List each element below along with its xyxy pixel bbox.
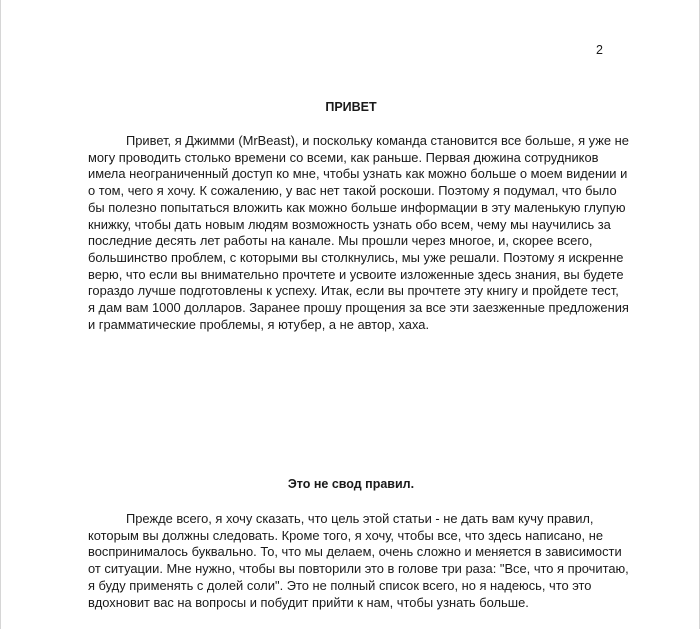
- paragraph-line: которым вы должны следовать. Кроме того, я хочу, чтобы все, что здесь написано, не: [88, 527, 603, 543]
- paragraph-line: могу проводить столько времени со всеми, как раньше. Первая дюжина сотрудников: [88, 149, 599, 165]
- paragraph-line: я дам вам 1000 долларов. Заранее прошу прощения за все эти заезженные предложения: [88, 300, 629, 316]
- rules-paragraph: [88, 511, 629, 611]
- paragraph-line: от ситуации. Мне нужно, чтобы вы повторили это в голове три раза: "Все, что я прочитаю,: [88, 561, 629, 577]
- paragraph-line: последние десять лет работы на канале. Мы прошли через многое, и, скорее всего,: [88, 233, 593, 249]
- intro-paragraph: [88, 133, 629, 333]
- section-heading-privet: ПРИВЕТ: [325, 100, 377, 114]
- paragraph-line: верю, что если вы внимательно прочтете и усвоите изложенные здесь знания, вы будете: [88, 266, 624, 282]
- paragraph-line: Привет, я Джимми (MrBeast), и поскольку команда становится все больше, я уже не: [126, 133, 629, 148]
- paragraph-line: вдохновит вас на вопросы и побудит прийти к нам, чтобы узнать больше.: [88, 594, 529, 610]
- paragraph-line: гораздо лучше подготовлены к успеху. Итак, если вы прочтете эту книгу и пройдете тест,: [88, 283, 619, 299]
- paragraph-line: воспринималось буквально. То, что мы делаем, очень сложно и меняется в зависимости: [88, 544, 622, 560]
- paragraph-line: я буду применять с долей соли". Это не полный список всего, но я надеюсь, что это: [88, 577, 592, 593]
- paragraph-line: книжку, чтобы дать новым людям возможность узнать обо всем, чему мы научились за: [88, 216, 611, 232]
- paragraph-line: бы полезно попытаться вложить как можно больше информации в эту маленькую глупую: [88, 199, 626, 215]
- paragraph-line: имела неограниченный доступ ко мне, чтобы узнать как можно больше о моем видении и: [88, 166, 628, 182]
- page-number: 2: [596, 43, 603, 57]
- page-left-border: [0, 0, 1, 629]
- paragraph-line: о том, чего я хочу. К сожалению, у вас нет такой роскоши. Поэтому я подумал, что было: [88, 183, 617, 199]
- paragraph-line: большинство проблем, с которыми вы столкнулись, мы уже решали. Поэтому я искренне: [88, 249, 624, 265]
- paragraph-line: и грамматические проблемы, я ютубер, а не автор, хаха.: [88, 316, 430, 332]
- section-heading-not-rulebook: Это не свод правил.: [287, 477, 415, 491]
- paragraph-line: Прежде всего, я хочу сказать, что цель этой статьи - не дать вам кучу правил,: [126, 511, 594, 526]
